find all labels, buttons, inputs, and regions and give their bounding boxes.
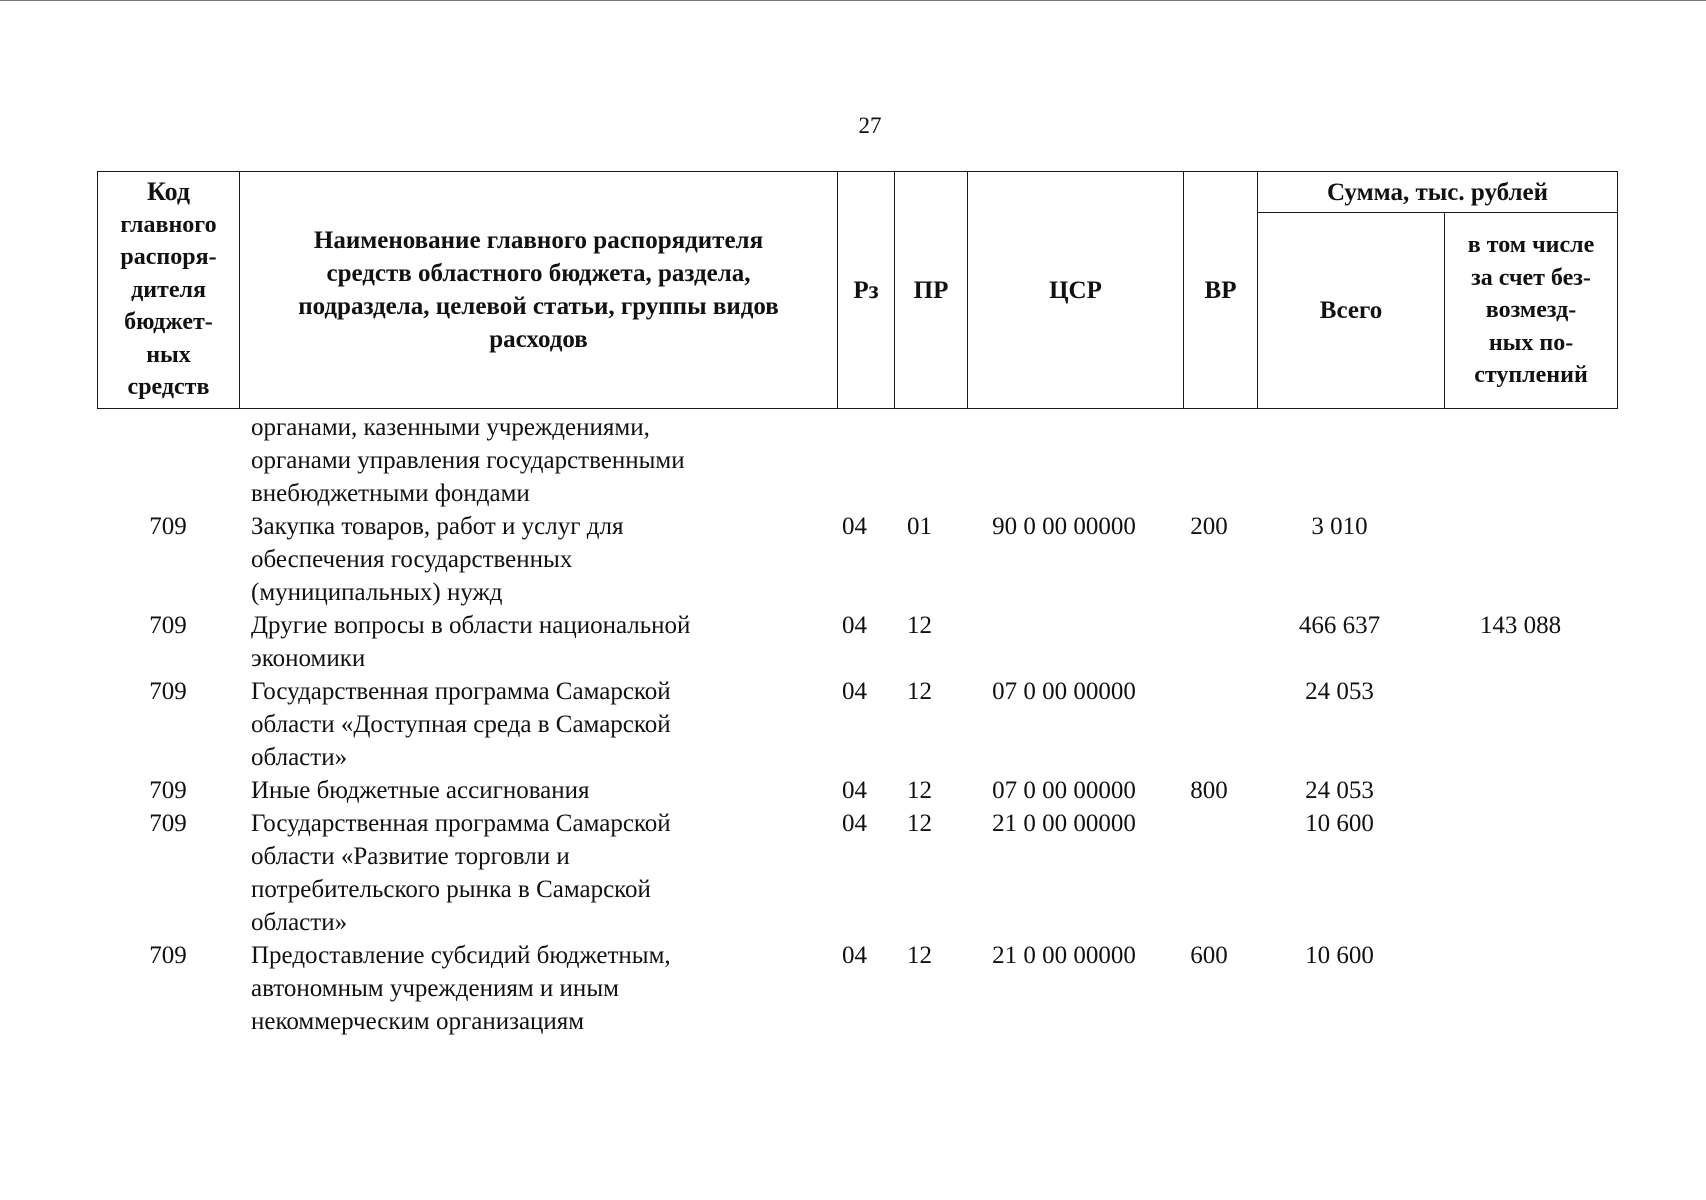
row-vr: 200 xyxy=(1190,513,1228,540)
row-name-line: Закупка товаров, работ и услуг для xyxy=(251,513,624,540)
row-name xyxy=(239,411,826,510)
row-free-receipts xyxy=(1433,807,1608,939)
header-vr: ВР xyxy=(1184,172,1258,409)
header-pr: ПР xyxy=(895,172,968,409)
row-pr xyxy=(883,411,956,510)
row-pr: 12 xyxy=(907,612,932,639)
header-code-line: дителя xyxy=(131,276,206,303)
row-rz: 04 xyxy=(842,777,867,804)
row-pr: 12 xyxy=(907,942,932,969)
row-free-receipts xyxy=(1433,411,1608,510)
row-name-line: Иные бюджетные ассигнования xyxy=(251,777,590,804)
table-row xyxy=(97,510,1617,609)
header-including-line: в том числе xyxy=(1467,232,1595,259)
row-name-line: Другие вопросы в области национальной xyxy=(251,612,691,639)
row-name xyxy=(239,510,826,609)
row-code: 709 xyxy=(149,612,187,639)
row-name xyxy=(239,774,826,807)
row-name-line: потребительского рынка в Самарской xyxy=(251,876,651,903)
table-row xyxy=(97,774,1617,807)
row-vr xyxy=(1172,609,1246,675)
row-csr xyxy=(956,411,1172,510)
row-pr: 01 xyxy=(907,513,932,540)
table-row xyxy=(97,675,1617,774)
row-code: 709 xyxy=(149,942,187,969)
header-total: Всего xyxy=(1258,213,1445,409)
row-csr: 90 0 00 00000 xyxy=(992,513,1136,540)
header-including-line: за счет без- xyxy=(1471,264,1591,291)
header-name-line: подраздела, целевой статьи, группы видов xyxy=(298,293,779,320)
row-csr: 07 0 00 00000 xyxy=(992,777,1136,804)
row-vr xyxy=(1172,675,1246,774)
header-code-line: Код xyxy=(147,177,190,207)
row-name-line: органами, казенными учреждениями, xyxy=(251,414,650,441)
row-name xyxy=(239,675,826,774)
header-name-line: расходов xyxy=(489,326,588,353)
header-including-line: ступлений xyxy=(1474,362,1588,389)
row-name xyxy=(239,939,826,1038)
table-body xyxy=(97,411,1617,1038)
row-total: 10 600 xyxy=(1305,942,1374,969)
header-code xyxy=(98,172,240,409)
row-name-line: области «Доступная среда в Самарской xyxy=(251,711,671,738)
row-pr: 12 xyxy=(907,777,932,804)
row-name-line: Предоставление субсидий бюджетным, xyxy=(251,942,671,969)
row-code: 709 xyxy=(149,513,187,540)
row-name-line: внебюджетными фондами xyxy=(251,480,530,507)
row-total: 466 637 xyxy=(1298,612,1381,639)
row-rz xyxy=(826,411,883,510)
header-code-line: средств xyxy=(127,374,210,401)
row-free-receipts xyxy=(1433,675,1608,774)
row-free-receipts xyxy=(1433,510,1608,609)
row-vr xyxy=(1172,411,1246,510)
row-name-line: Государственная программа Самарской xyxy=(251,810,671,837)
row-free-receipts xyxy=(1433,939,1608,1038)
row-pr: 12 xyxy=(907,678,932,705)
row-total: 24 053 xyxy=(1305,777,1374,804)
table-row xyxy=(97,609,1617,675)
row-rz: 04 xyxy=(842,810,867,837)
header-including-line: ных по- xyxy=(1488,329,1574,356)
header-code-line: ных xyxy=(146,341,191,368)
row-code: 709 xyxy=(149,777,187,804)
row-csr xyxy=(956,609,1172,675)
row-name-line: области» xyxy=(251,909,348,936)
row-total xyxy=(1246,411,1433,510)
header-code-line: главного xyxy=(120,211,217,238)
header-code-line: бюджет- xyxy=(124,309,213,336)
row-csr: 21 0 00 00000 xyxy=(992,810,1136,837)
row-code: 709 xyxy=(149,810,187,837)
row-total: 24 053 xyxy=(1305,678,1374,705)
table-row xyxy=(97,411,1617,510)
row-rz: 04 xyxy=(842,678,867,705)
table-row xyxy=(97,807,1617,939)
row-code: 709 xyxy=(149,678,187,705)
header-including xyxy=(1445,213,1618,409)
header-csr: ЦСР xyxy=(968,172,1184,409)
row-name-line: области» xyxy=(251,744,348,771)
row-name-line: обеспечения государственных xyxy=(251,546,573,573)
header-name xyxy=(240,172,838,409)
row-total: 3 010 xyxy=(1311,513,1368,540)
row-csr: 21 0 00 00000 xyxy=(992,942,1136,969)
row-pr: 12 xyxy=(907,810,932,837)
row-name-line: некоммерческим организациям xyxy=(251,1008,585,1035)
row-free-receipts xyxy=(1433,774,1608,807)
row-rz: 04 xyxy=(842,612,867,639)
scan-top-edge xyxy=(0,0,1706,1)
header-rz: Рз xyxy=(838,172,895,409)
header-name-line: Наименование главного распорядителя xyxy=(313,227,764,254)
row-free-receipts: 143 088 xyxy=(1479,612,1562,639)
row-vr xyxy=(1172,807,1246,939)
row-total: 10 600 xyxy=(1305,810,1374,837)
row-name-line: области «Развитие торговли и xyxy=(251,843,570,870)
header-sum: Сумма, тыс. рублей xyxy=(1258,172,1618,213)
header-including-line: возмезд- xyxy=(1485,297,1577,324)
table-header xyxy=(97,171,1618,409)
row-name-line: Государственная программа Самарской xyxy=(251,678,671,705)
row-name xyxy=(239,807,826,939)
row-csr: 07 0 00 00000 xyxy=(992,678,1136,705)
table-row xyxy=(97,939,1617,1038)
row-rz: 04 xyxy=(842,513,867,540)
row-vr: 800 xyxy=(1190,777,1228,804)
row-name-line: экономики xyxy=(251,645,366,672)
page-number: 27 xyxy=(858,113,882,138)
row-vr: 600 xyxy=(1190,942,1228,969)
row-name xyxy=(239,609,826,675)
header-name-line: средств областного бюджета, раздела, xyxy=(326,260,751,287)
row-rz: 04 xyxy=(842,942,867,969)
header-code-line: распоря- xyxy=(120,244,217,271)
row-name-line: органами управления государственными xyxy=(251,447,685,474)
row-code xyxy=(97,411,239,510)
row-name-line: автономным учреждениям и иным xyxy=(251,975,619,1002)
row-name-line: (муниципальных) нужд xyxy=(251,579,503,606)
